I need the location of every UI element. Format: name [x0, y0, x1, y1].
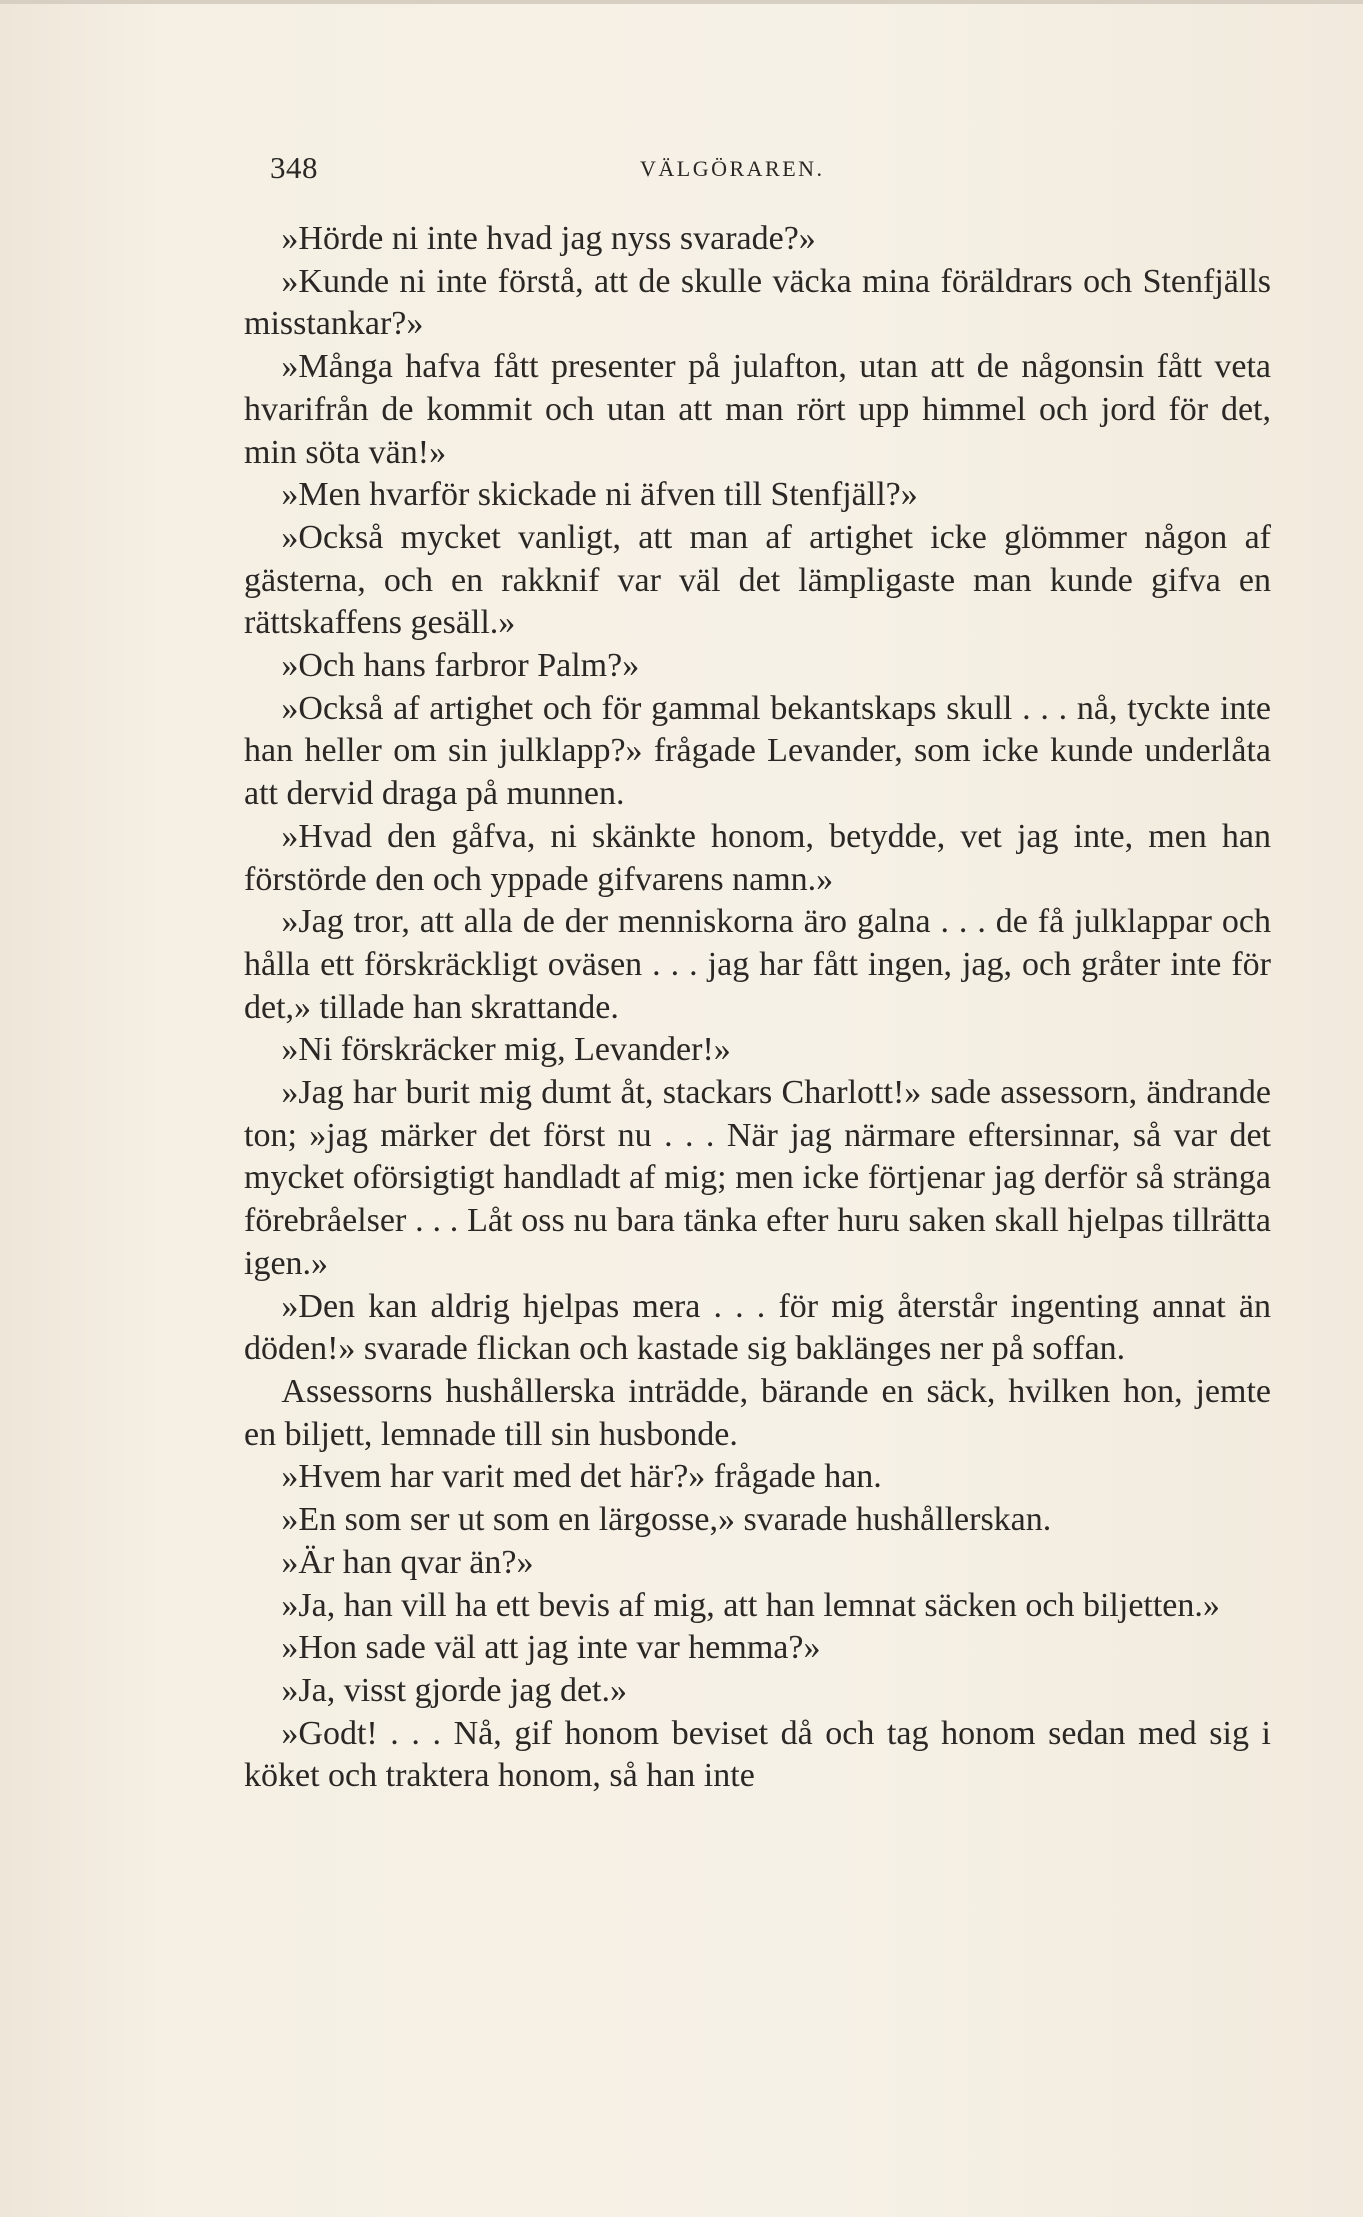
paragraph: »Ni förskräcker mig, Levander!»	[281, 1031, 731, 1069]
paragraph: »Godt! . . . Nå, gif honom beviset då och tag honom sedan med sig i köket och traktera honom, så han inte	[244, 1714, 1271, 1795]
paragraph: »Många hafva fått presenter på julafton, utan att de någonsin fått veta hvarifrån de kommit och utan att man rört upp himmel och jord för det, min söta vän!»	[244, 348, 1271, 471]
page-number: 348	[270, 150, 318, 185]
paragraph: »Jag har burit mig dumt åt, stackars Charlott!» sade assessorn, ändrande ton; »jag märker det först nu . . . När jag närmare eftersinnar, så var det mycket oförsigtigt handladt af mig; men icke förtjenar jag derför så stränga förebråelser . . . Låt oss nu bara tänka efter huru saken skall hjelpas tillrätta igen.»	[244, 1074, 1271, 1282]
paragraph: »En som ser ut som en lärgosse,» svarade hushållerskan.	[281, 1501, 1052, 1539]
paragraph: »Ja, han vill ha ett bevis af mig, att han lemnat säcken och biljetten.»	[281, 1586, 1220, 1624]
paragraph: Assessorns hushållerska inträdde, bärande en säck, hvilken hon, jemte en biljett, lemnade till sin husbonde.	[244, 1372, 1271, 1453]
paragraph: »Jag tror, att alla de der menniskorna äro galna . . . de få julklappar och hålla ett förskräckligt oväsen . . . jag har fått ingen, jag, och gråter inte för det,» tillade han skrattande.	[244, 903, 1271, 1026]
paragraph: »Hon sade väl att jag inte var hemma?»	[281, 1629, 821, 1667]
paragraph: »Kunde ni inte förstå, att de skulle väcka mina föräldrars och Stenfjälls misstankar?»	[244, 262, 1271, 343]
paragraph: »Ja, visst gjorde jag det.»	[281, 1671, 628, 1709]
paragraph: »Och hans farbror Palm?»	[281, 647, 640, 685]
body-text	[244, 218, 1271, 1798]
running-head: VÄLGÖRAREN.	[640, 156, 825, 181]
paragraph: »Är han qvar än?»	[281, 1543, 534, 1581]
paragraph: »Hvad den gåfva, ni skänkte honom, betydde, vet jag inte, men han förstörde den och yppade gifvarens namn.»	[244, 817, 1271, 898]
paragraph: »Hörde ni inte hvad jag nyss svarade?»	[281, 220, 816, 257]
paragraph: »Också mycket vanligt, att man af artighet icke glömmer någon af gästerna, och en rakknif var väl det lämpligaste man kunde gifva en rättskaffens gesäll.»	[244, 518, 1271, 642]
paragraph: »Men hvarför skickade ni äfven till Stenfjäll?»	[281, 476, 918, 514]
paragraph: »Den kan aldrig hjelpas mera . . . för mig återstår ingenting annat än döden!» svarade flickan och kastade sig baklänges ner på soffan.	[244, 1287, 1271, 1368]
page-header	[270, 150, 1270, 190]
paragraph: »Hvem har varit med det här?» frågade han.	[281, 1458, 882, 1496]
paragraph: »Också af artighet och för gammal bekantskaps skull . . . nå, tyckte inte han heller om sin julklapp?» frågade Levander, som icke kunde underlåta att dervid draga på munnen.	[244, 689, 1271, 813]
